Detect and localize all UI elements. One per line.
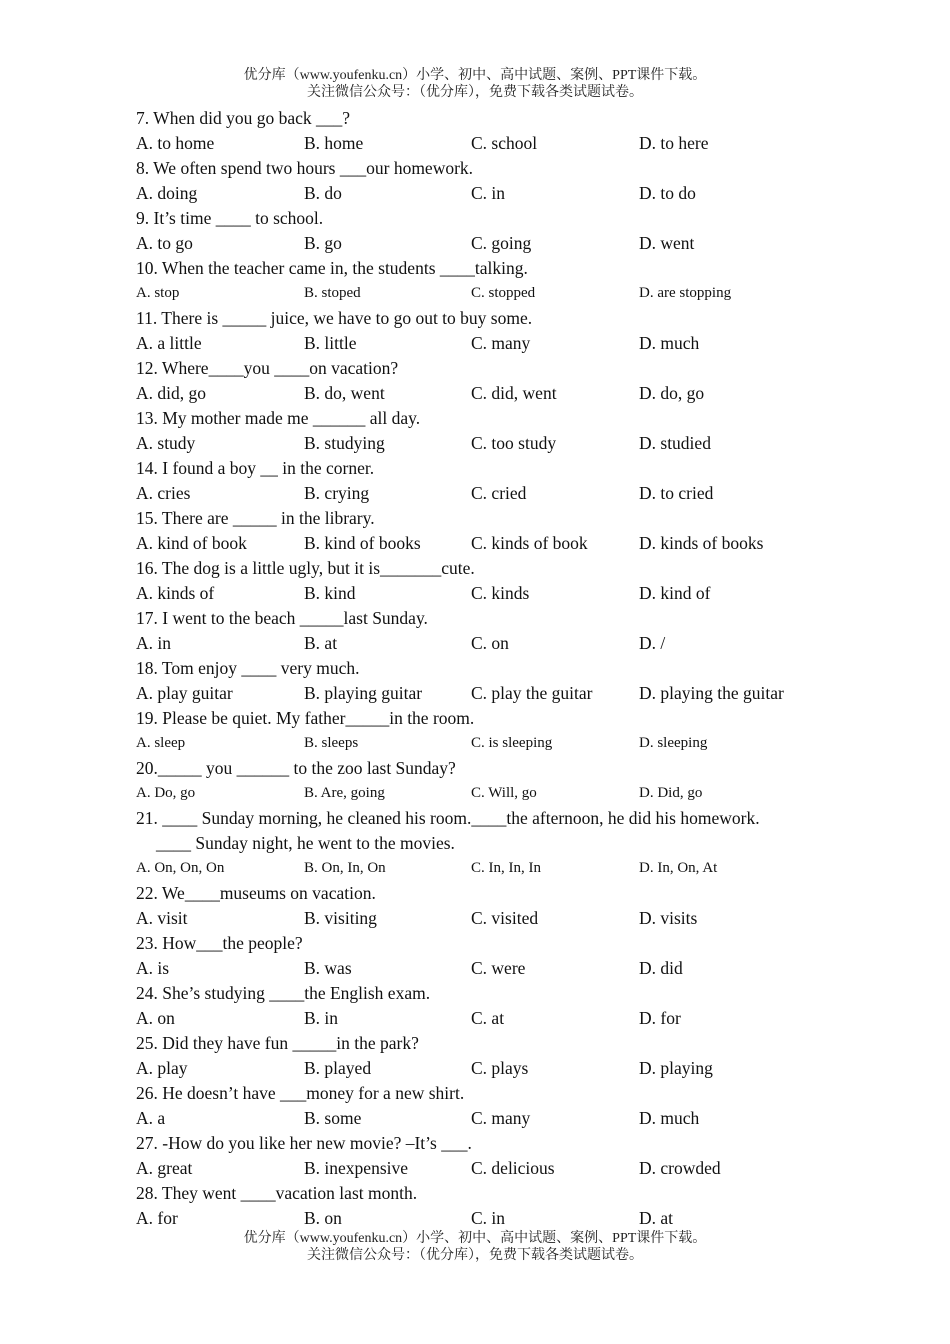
option-b: B. home <box>304 133 364 153</box>
question-stem: 24. She’s studying ____the English exam. <box>136 983 431 1003</box>
question-item <box>136 806 836 881</box>
option-a: A. cries <box>136 483 191 503</box>
answer-options <box>136 281 836 306</box>
question-item <box>136 106 836 156</box>
answer-options <box>136 131 836 156</box>
option-a: A. kind of book <box>136 533 247 553</box>
question-item <box>136 706 836 756</box>
option-c: C. kinds of book <box>471 533 588 553</box>
question-item <box>136 931 836 981</box>
answer-options <box>136 1006 836 1031</box>
option-b: B. played <box>304 1058 372 1078</box>
option-a: A. doing <box>136 183 198 203</box>
option-c: C. delicious <box>471 1158 555 1178</box>
option-c: C. too study <box>471 433 557 453</box>
option-d: D. playing the guitar <box>639 683 784 703</box>
option-b: B. On, In, On <box>304 860 386 876</box>
answer-options <box>136 731 836 756</box>
option-d: D. crowded <box>639 1158 721 1178</box>
option-a: A. a <box>136 1108 166 1128</box>
option-c: C. in <box>471 1208 506 1228</box>
answer-options <box>136 431 836 456</box>
option-d: D. at <box>639 1208 674 1228</box>
option-c: C. at <box>471 1008 505 1028</box>
option-b: B. kind of books <box>304 533 421 553</box>
question-stem: 20._____ you ______ to the zoo last Sunday? <box>136 758 456 778</box>
option-b: B. go <box>304 233 342 253</box>
option-b: B. was <box>304 958 352 978</box>
question-item <box>136 881 836 931</box>
question-stem: 8. We often spend two hours ___our homework. <box>136 158 474 178</box>
option-d: D. went <box>639 233 695 253</box>
option-b: B. do, went <box>304 383 385 403</box>
question-stem: 26. He doesn’t have ___money for a new shirt. <box>136 1083 465 1103</box>
question-item <box>136 656 836 706</box>
option-d: D. much <box>639 333 700 353</box>
answer-options <box>136 231 836 256</box>
answer-options <box>136 856 836 881</box>
question-stem: 11. There is _____ juice, we have to go out to buy some. <box>136 308 533 328</box>
option-b: B. studying <box>304 433 385 453</box>
option-a: A. visit <box>136 908 188 928</box>
option-b: B. kind <box>304 583 356 603</box>
footer-line-1: 优分库（www.youfenku.cn）小学、初中、高中试题、案例、PPT课件下载。 <box>243 1231 707 1246</box>
option-d: D. to here <box>639 133 709 153</box>
answer-options <box>136 781 836 806</box>
question-item <box>136 756 836 806</box>
option-d: D. to do <box>639 183 696 203</box>
option-c: C. many <box>471 333 531 353</box>
question-stem: 10. When the teacher came in, the students ____talking. <box>136 258 528 278</box>
option-a: A. to home <box>136 133 215 153</box>
option-a: A. to go <box>136 233 193 253</box>
option-c: C. cried <box>471 483 527 503</box>
option-b: B. on <box>304 1208 342 1228</box>
question-item <box>136 1181 836 1231</box>
option-a: A. is <box>136 958 170 978</box>
answer-options <box>136 1106 836 1131</box>
question-item <box>136 506 836 556</box>
question-item <box>136 981 836 1031</box>
option-c: C. going <box>471 233 532 253</box>
answer-options <box>136 581 836 606</box>
option-d: D. / <box>639 633 666 653</box>
option-b: B. at <box>304 633 338 653</box>
question-item <box>136 406 836 456</box>
question-stem: 22. We____museums on vacation. <box>136 883 376 903</box>
footer-line-2: 关注微信公众号：（优分库），免费下载各类试题试卷。 <box>307 1248 643 1263</box>
question-stem: 12. Where____you ____on vacation? <box>136 358 399 378</box>
question-stem: 23. How___the people? <box>136 933 303 953</box>
question-stem-continued: ____ Sunday night, he went to the movies. <box>156 833 455 853</box>
header-line-2: 关注微信公众号：（优分库），免费下载各类试题试卷。 <box>307 85 643 100</box>
option-c: C. In, In, In <box>471 860 541 876</box>
option-d: D. kinds of books <box>639 533 764 553</box>
question-stem: 15. There are _____ in the library. <box>136 508 375 528</box>
answer-options <box>136 1056 836 1081</box>
option-c: C. were <box>471 958 526 978</box>
question-stem: 21. ____ Sunday morning, he cleaned his room.____the afternoon, he did his homework. <box>136 808 760 828</box>
option-c: C. plays <box>471 1058 529 1078</box>
question-stem: 25. Did they have fun _____in the park? <box>136 1033 419 1053</box>
option-c: C. is sleeping <box>471 735 553 751</box>
option-d: D. Did, go <box>639 785 703 801</box>
option-d: D. are stopping <box>639 285 732 301</box>
answer-options <box>136 481 836 506</box>
question-stem: 28. They went ____vacation last month. <box>136 1183 418 1203</box>
answer-options <box>136 956 836 981</box>
option-a: A. a little <box>136 333 202 353</box>
question-stem: 9. It’s time ____ to school. <box>136 208 324 228</box>
answer-options <box>136 181 836 206</box>
answer-options <box>136 381 836 406</box>
option-c: C. stopped <box>471 285 536 301</box>
question-item <box>136 556 836 606</box>
question-stem: 7. When did you go back ___? <box>136 108 351 128</box>
option-d: D. In, On, At <box>639 860 718 876</box>
question-stem: 18. Tom enjoy ____ very much. <box>136 658 360 678</box>
question-stem: 17. I went to the beach _____last Sunday. <box>136 608 428 628</box>
option-c: C. Will, go <box>471 785 537 801</box>
option-a: A. sleep <box>136 735 186 751</box>
question-item <box>136 1031 836 1081</box>
option-a: A. Do, go <box>136 785 196 801</box>
option-a: A. play <box>136 1058 188 1078</box>
option-a: A. great <box>136 1158 193 1178</box>
option-b: B. playing guitar <box>304 683 423 703</box>
option-d: D. did <box>639 958 683 978</box>
option-a: A. in <box>136 633 171 653</box>
option-b: B. stoped <box>304 285 361 301</box>
option-a: A. kinds of <box>136 583 215 603</box>
option-c: C. in <box>471 183 506 203</box>
answer-options <box>136 1156 836 1181</box>
answer-options <box>136 331 836 356</box>
question-item <box>136 306 836 356</box>
question-item <box>136 206 836 256</box>
option-a: A. On, On, On <box>136 860 225 876</box>
question-item <box>136 356 836 406</box>
option-d: D. for <box>639 1008 681 1028</box>
answer-options <box>136 681 836 706</box>
option-c: C. on <box>471 633 509 653</box>
option-d: D. to cried <box>639 483 714 503</box>
option-b: B. crying <box>304 483 370 503</box>
option-d: D. do, go <box>639 383 705 403</box>
answer-options <box>136 906 836 931</box>
page-header <box>0 67 950 101</box>
option-d: D. much <box>639 1108 700 1128</box>
question-stem: 19. Please be quiet. My father_____in the room. <box>136 708 475 728</box>
question-stem: 14. I found a boy __ in the corner. <box>136 458 375 478</box>
question-item <box>136 606 836 656</box>
question-item <box>136 1081 836 1131</box>
option-b: B. inexpensive <box>304 1158 409 1178</box>
question-item <box>136 256 836 306</box>
answer-options <box>136 1206 836 1231</box>
option-c: C. visited <box>471 908 539 928</box>
question-item <box>136 156 836 206</box>
page-footer <box>0 1230 950 1264</box>
option-d: D. kind of <box>639 583 711 603</box>
option-b: B. visiting <box>304 908 377 928</box>
option-c: C. school <box>471 133 538 153</box>
question-item <box>136 456 836 506</box>
option-a: A. play guitar <box>136 683 233 703</box>
question-item <box>136 1131 836 1181</box>
option-c: C. kinds <box>471 583 530 603</box>
option-c: C. did, went <box>471 383 557 403</box>
option-b: B. in <box>304 1008 339 1028</box>
option-b: B. little <box>304 333 357 353</box>
question-list <box>136 106 836 1231</box>
question-stem: 16. The dog is a little ugly, but it is_______cute. <box>136 558 475 578</box>
answer-options <box>136 531 836 556</box>
option-d: D. visits <box>639 908 698 928</box>
option-c: C. many <box>471 1108 531 1128</box>
header-line-1: 优分库（www.youfenku.cn）小学、初中、高中试题、案例、PPT课件下载。 <box>243 68 707 83</box>
option-c: C. play the guitar <box>471 683 593 703</box>
option-b: B. Are, going <box>304 785 385 801</box>
option-a: A. for <box>136 1208 178 1228</box>
option-a: A. study <box>136 433 196 453</box>
option-d: D. studied <box>639 433 711 453</box>
option-d: D. playing <box>639 1058 713 1078</box>
answer-options <box>136 631 836 656</box>
option-a: A. stop <box>136 285 180 301</box>
option-a: A. on <box>136 1008 175 1028</box>
option-a: A. did, go <box>136 383 206 403</box>
option-b: B. sleeps <box>304 735 359 751</box>
option-b: B. do <box>304 183 342 203</box>
option-d: D. sleeping <box>639 735 708 751</box>
option-b: B. some <box>304 1108 362 1128</box>
question-stem: 27. -How do you like her new movie? –It’s ___. <box>136 1133 472 1153</box>
question-stem: 13. My mother made me ______ all day. <box>136 408 421 428</box>
